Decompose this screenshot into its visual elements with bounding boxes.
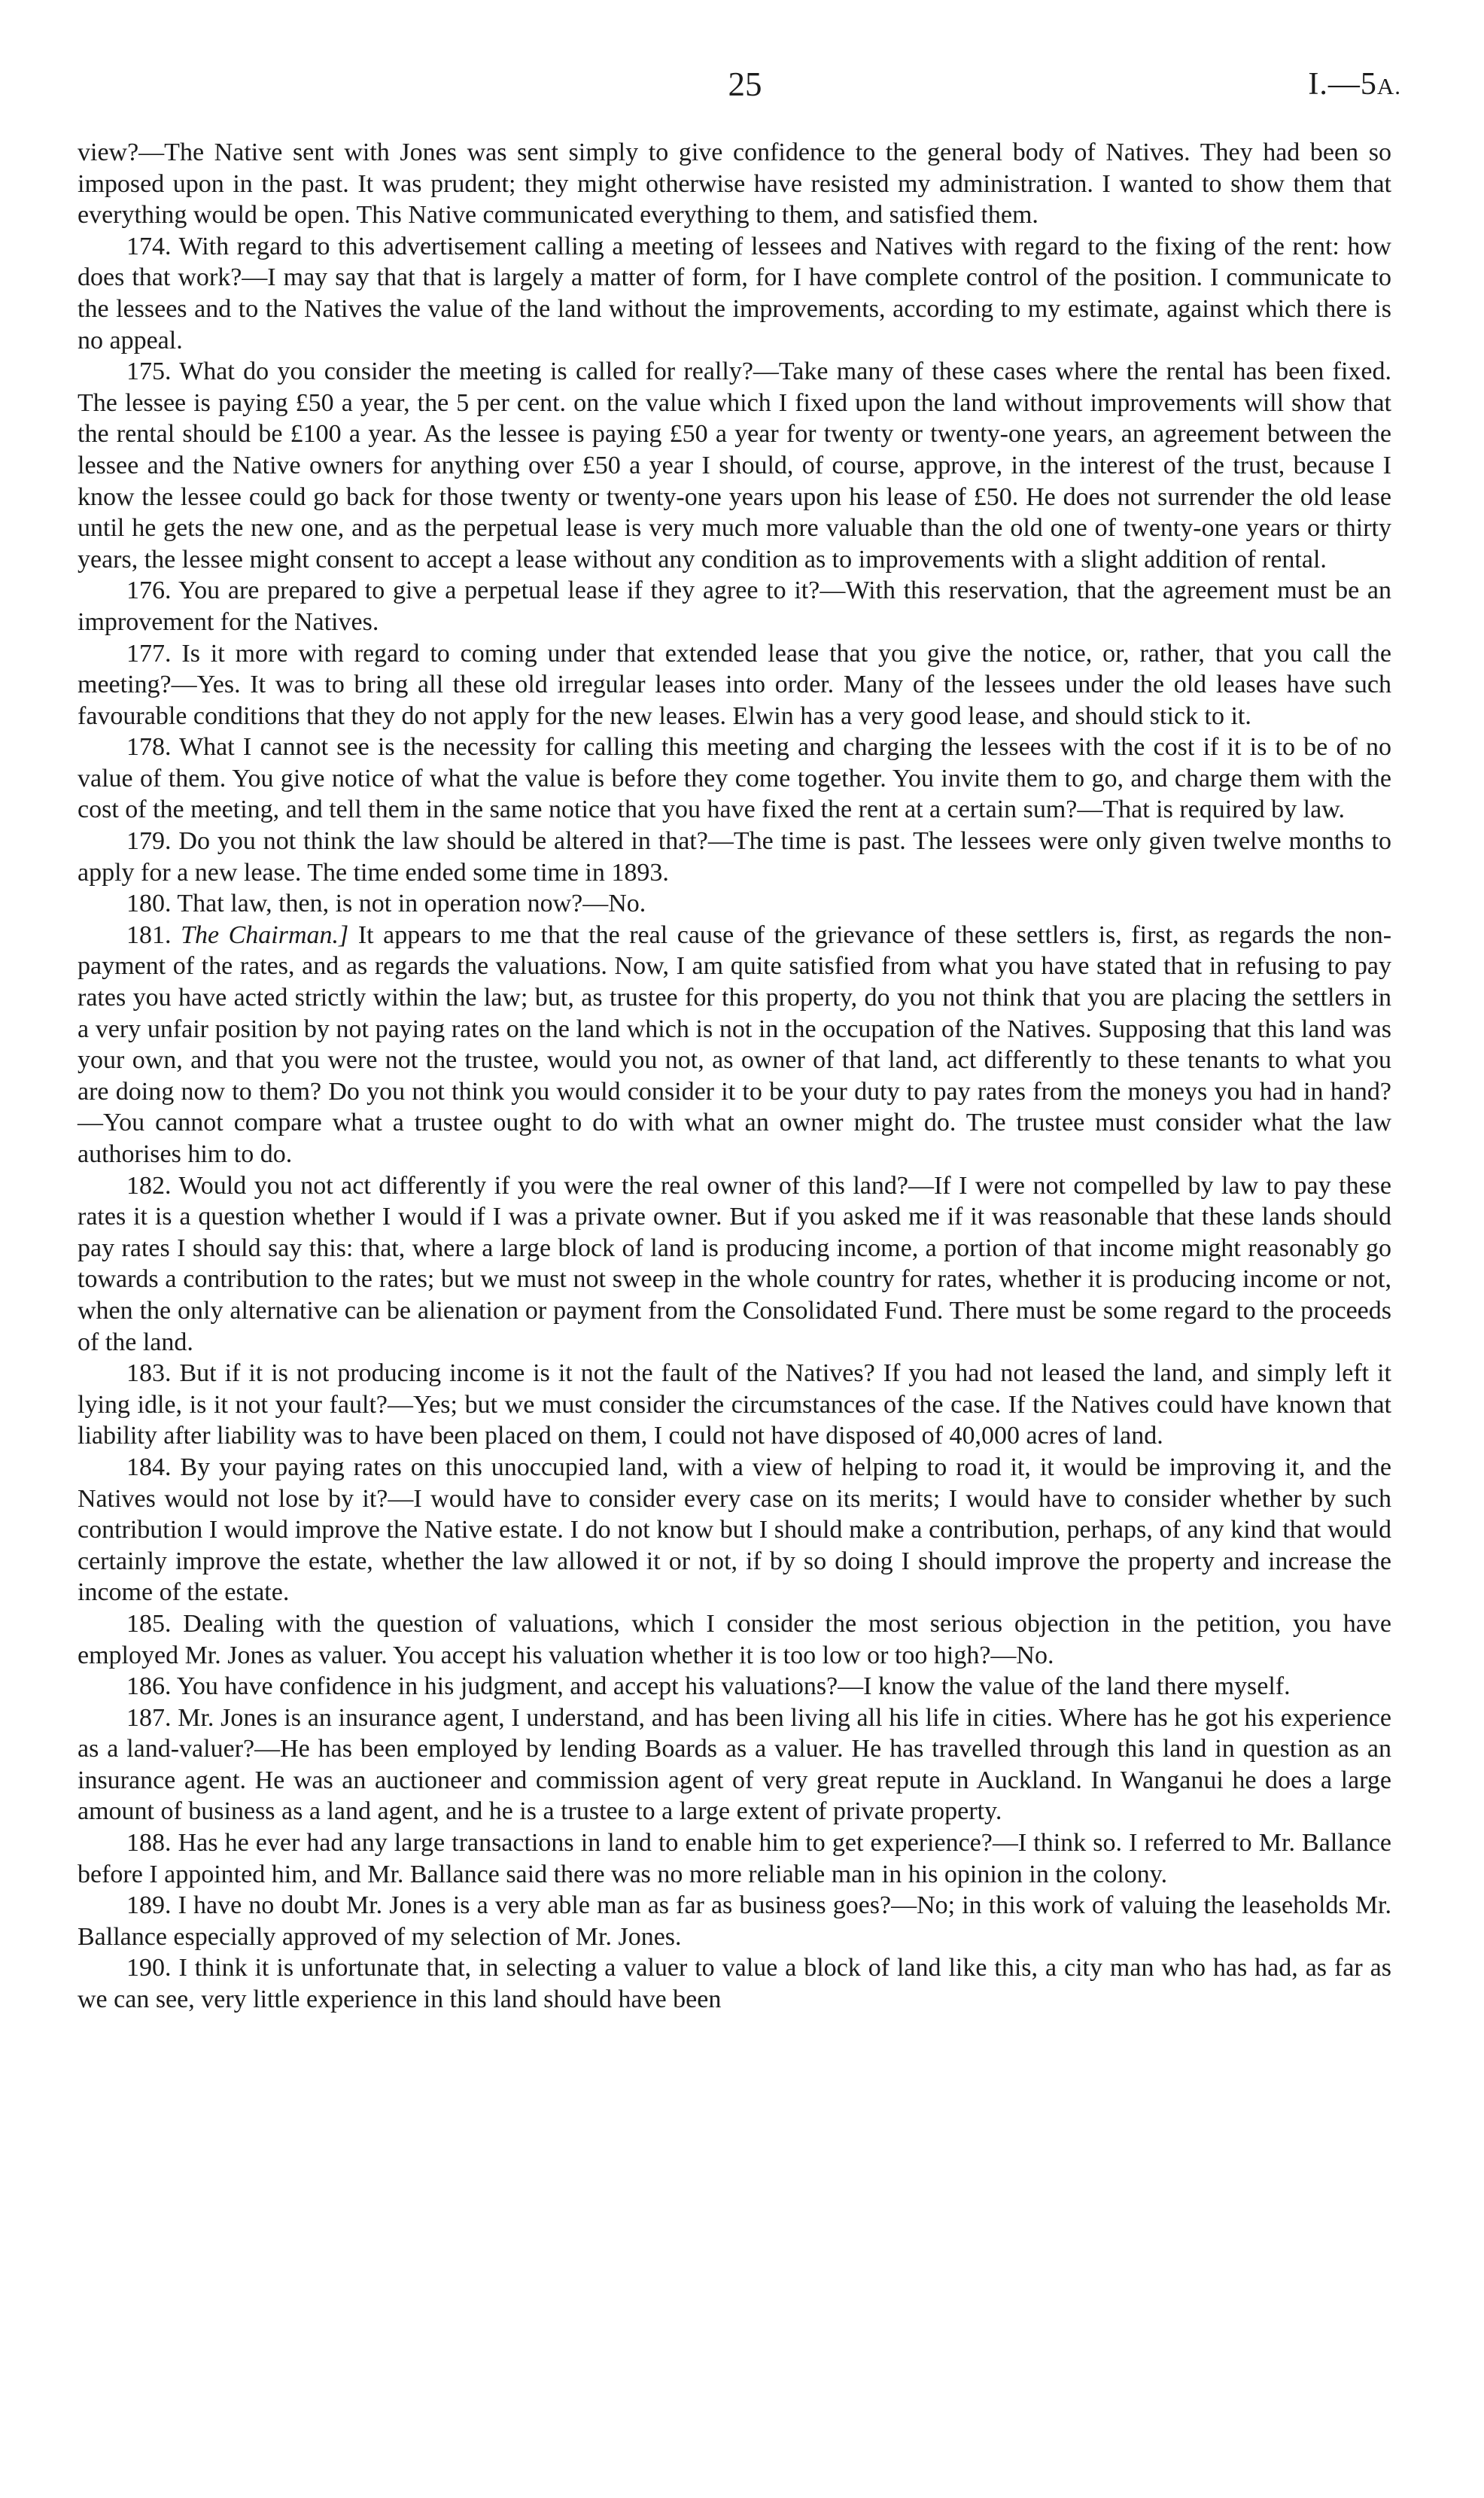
paragraph-179: 179. Do you not think the law should be altered in that?—The time is past. The lessees were only given twelve months to apply for a new lease. The time ended some time in 1893.	[78, 827, 1391, 887]
paragraph-190: 190. I think it is unfortunate that, in selecting a valuer to value a block of land like this, a city man who has had, as far as we can see, very little experience in this land should have been	[78, 1954, 1391, 2014]
paragraph-189: 189. I have no doubt Mr. Jones is a very able man as far as business goes?—No; in this work of valuing the leaseholds Mr. Ballance especially approved of my selection of Mr. Jones.	[78, 1891, 1391, 1951]
page-number: 25	[728, 65, 762, 103]
speaker-label: The Chairman.]	[181, 920, 349, 949]
paragraph-176: 176. You are prepared to give a perpetual lease if they agree to it?—With this reservation, that the agreement must be an improvement for the Natives.	[78, 577, 1391, 636]
paragraph-180: 180. That law, then, is not in operation now?—No.	[126, 890, 646, 918]
paragraph-178: 178. What I cannot see is the necessity for calling this meeting and charging the lessees with the cost if it is to be of no value of them. You give notice of what the value is before they come together. You invite them to go, and charge them with the cost of the meeting, and tell them in the same notice that you have fixed the rent at a certain sum?—That is required by law.	[78, 733, 1391, 824]
paragraph-175: 175. What do you consider the meeting is called for really?—Take many of these cases where the rental has been fixed. The lessee is paying £50 a year, the 5 per cent. on the value which I fixed upon the land without improvements will show that the rental should be £100 a year. As the lessee is paying £50 a year for twenty or twenty-one years, an agreement between the lessee and the Native owners for anything over £50 a year I should, of course, approve, in the interest of the trust, because I know the lessee could go back for those twenty or twenty-one years upon his lease of £50. He does not surrender the old lease until he gets the new one, and as the perpetual lease is very much more valuable than the old one of twenty-one years or thirty years, the lessee might consent to accept a lease without any condition as to improvements with a slight addition of rental.	[78, 358, 1391, 574]
paragraph-177: 177. Is it more with regard to coming under that extended lease that you give the notice, or, rather, that you call the meeting?—Yes. It was to bring all these old irregular leases into order. Many of the lessees under the old leases have such favourable conditions that they do not apply for the new leases. Elwin has a very good lease, and should stick to it.	[78, 639, 1391, 730]
page-header	[0, 63, 1484, 108]
paragraph-186: 186. You have confidence in his judgment, and accept his valuations?—I know the value of the land there myself.	[126, 1672, 1291, 1701]
paragraph-185: 185. Dealing with the question of valuations, which I consider the most serious objection in the petition, you have employed Mr. Jones as valuer. You accept his valuation whether it is too low or too high?—No.	[78, 1609, 1391, 1669]
paragraph-183: 183. But if it is not producing income is it not the fault of the Natives? If you had not leased the land, and simply left it lying idle, is it not your fault?—Yes; but we must consider the circumstances of the case. If the Natives could have known that liability after liability was to have been placed on them, I could not have disposed of 40,000 acres of land.	[78, 1359, 1391, 1450]
paragraph-181	[78, 920, 1391, 1170]
document-reference	[1308, 63, 1401, 108]
body-text	[78, 137, 1391, 2016]
paragraph-187: 187. Mr. Jones is an insurance agent, I understand, and has been living all his life in cities. Where has he got his experience as a land-valuer?—He has been employed by lending Boards as a valuer. He has travelled through this land in question as an insurance agent. He was an auctioneer and commission agent of very great repute in Auckland. In Wanganui he does a large amount of business as a land agent, and he is a trustee to a large extent of private property.	[78, 1703, 1391, 1826]
reference-suffix: A.	[1376, 73, 1401, 99]
paragraph-181-text: It appears to me that the real cause of the grievance of these settlers is, first, as regards the non-payment of the rates, and as regards the valuations. Now, I am quite satisfied from what you have stated that in refusing to pay rates you have acted strictly within the law; but, as trustee for this property, do you not think that you are placing the settlers in a very unfair position by not paying rates on the land which is not in the occupation of the Natives. Supposing that this land was your own, and that you were not the trustee, would you not, as owner of that land, act differently to these tenants to what you are doing now to them? Do you not think you would consider it to be your duty to pay rates from the moneys you had in hand?—You cannot compare what a trustee ought to do with what an owner might do. The trustee must consider what the law authorises him to do.	[78, 920, 1392, 1168]
paragraph-188: 188. Has he ever had any large transactions in land to enable him to get experience?—I think so. I referred to Mr. Ballance before I appointed him, and Mr. Ballance said there was no more reliable man in his opinion in the colony.	[78, 1829, 1391, 1888]
paragraph-181-number: 181.	[126, 920, 181, 949]
paragraph-174: 174. With regard to this advertisement calling a meeting of lessees and Natives with regard to the fixing of the rent: how does that work?—I may say that that is largely a matter of form, for I have complete control of the position. I communicate to the lessees and to the Natives the value of the land without the improvements, according to my estimate, against which there is no appeal.	[78, 232, 1391, 354]
paragraph-continued: view?—The Native sent with Jones was sent simply to give confidence to the general body of Natives. They had been so imposed upon in the past. It was prudent; they might otherwise have resisted my administration. I wanted to show them that everything would be open. This Native communicated everything to them, and satisfied them.	[78, 138, 1391, 230]
reference-main: I.—5	[1308, 67, 1377, 102]
paragraph-184: 184. By your paying rates on this unoccupied land, with a view of helping to road it, it would be improving it, and the Natives would not lose by it?—I would have to consider every case on its merits; I would have to consider whether by such contribution I would improve the Native estate. I do not know but I should make a contribution, perhaps, of any kind that would certainly improve the estate, whether the law allowed it or not, if by so doing I should improve the property and increase the income of the estate.	[78, 1453, 1391, 1607]
paragraph-182: 182. Would you not act differently if you were the real owner of this land?—If I were not compelled by law to pay these rates it is a question whether I would if I was a private owner. But if you asked me if it was reasonable that these lands should pay rates I should say this: that, where a large block of land is producing income, a portion of that income might reasonably go towards a contribution to the rates; but we must not sweep in the whole country for rates, whether it is producing income or not, when the only alternative can be alienation or payment from the Consolidated Fund. There must be some regard to the proceeds of the land.	[78, 1171, 1391, 1356]
